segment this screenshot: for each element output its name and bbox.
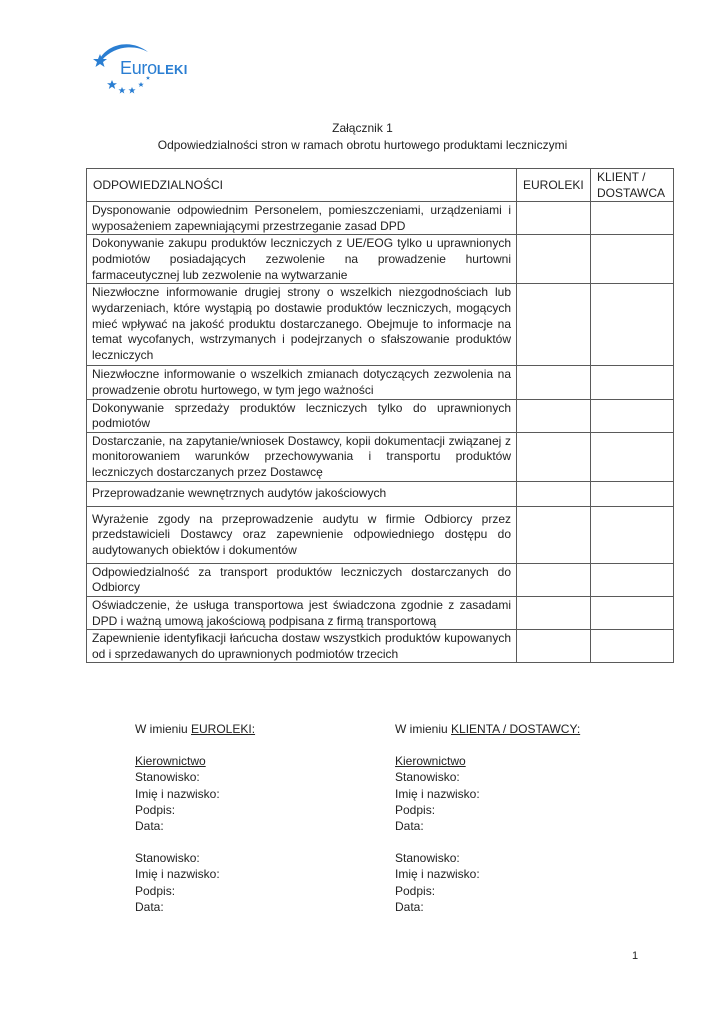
logo-euro: Euro: [120, 58, 157, 78]
euroleki-cell[interactable]: [517, 366, 591, 399]
signature-label: Podpis:: [395, 802, 436, 817]
signature-label: Podpis:: [135, 883, 176, 898]
signature-heading: [395, 721, 580, 737]
table-row: [87, 235, 674, 284]
signature-block-euroleki: [135, 721, 255, 915]
date-label: Data:: [395, 819, 424, 834]
client-supplier-cell[interactable]: [591, 399, 674, 432]
on-behalf-label: W imieniu: [135, 722, 192, 736]
management-label: Kierownictwo: [135, 754, 206, 769]
on-behalf-label: W imieniu: [395, 722, 452, 736]
responsibility-text: Niezwłoczne informowanie drugiej strony o wszelkich niezgodnościach lub wydarzeniach, które wystąpią po dostawie produktów leczniczych, mogących mieć wpływać na jakość produktu dostarczanego. Obejmuje to informacje na temat wycofanych, wstrzymanych i podejrzanych o sfałszowanie produktów leczniczych: [87, 284, 517, 366]
header-euroleki: EUROLEKI: [517, 169, 591, 202]
position-label: Stanowisko:: [135, 851, 200, 866]
position-label: Stanowisko:: [395, 770, 460, 785]
client-supplier-cell[interactable]: [591, 432, 674, 481]
position-label: Stanowisko:: [135, 770, 200, 785]
name-label: Imię i nazwisko:: [395, 786, 480, 801]
responsibility-text: Zapewnienie identyfikacji łańcucha dostaw wszystkich produktów kupowanych od i sprzedawanych do uprawnionych podmiotów trzecich: [87, 630, 517, 663]
signature-heading: [135, 721, 255, 737]
date-label: Data:: [135, 819, 164, 834]
date-label: Data:: [135, 899, 164, 914]
client-supplier-cell[interactable]: [591, 284, 674, 366]
client-supplier-cell[interactable]: [591, 506, 674, 563]
table-row: [87, 366, 674, 399]
position-label: Stanowisko:: [395, 851, 460, 866]
client-supplier-cell[interactable]: [591, 235, 674, 284]
table-row: [87, 432, 674, 481]
table-row: [87, 202, 674, 235]
responsibility-text: Niezwłoczne informowanie o wszelkich zmianach dotyczących zezwolenia na prowadzenie obrotu hurtowego, w tym jego ważności: [87, 366, 517, 399]
euroleki-cell[interactable]: [517, 432, 591, 481]
table-row: [87, 399, 674, 432]
euroleki-cell[interactable]: [517, 596, 591, 629]
table-row: [87, 481, 674, 506]
euroleki-cell[interactable]: [517, 481, 591, 506]
client-supplier-cell[interactable]: [591, 481, 674, 506]
table-row: [87, 630, 674, 663]
management-label: Kierownictwo: [395, 754, 466, 769]
signature-label: Podpis:: [395, 883, 436, 898]
signature-label: Podpis:: [135, 802, 176, 817]
responsibility-text: Dostarczanie, na zapytanie/wniosek Dostawcy, kopii dokumentacji związanej z monitorowaniem warunków przechowywania i transportu produktów leczniczych dostarczanych przez Dostawcę: [87, 432, 517, 481]
euroleki-cell[interactable]: [517, 284, 591, 366]
name-label: Imię i nazwisko:: [135, 867, 220, 882]
client-supplier-cell[interactable]: [591, 596, 674, 629]
client-supplier-cell[interactable]: [591, 630, 674, 663]
table-row: [87, 563, 674, 596]
logo-text: [120, 58, 188, 79]
table-row: [87, 506, 674, 563]
table-row: [87, 596, 674, 629]
party-name: EUROLEKI:: [191, 722, 256, 736]
logo-leki: LEKI: [156, 62, 188, 77]
document-title: Odpowiedzialności stron w ramach obrotu hurtowego produktami leczniczymi: [157, 138, 568, 152]
logo: [92, 40, 202, 102]
page-number: 1: [632, 950, 639, 962]
euroleki-cell[interactable]: [517, 399, 591, 432]
responsibility-text: Dokonywanie zakupu produktów leczniczych z UE/EOG tylko u uprawnionych podmiotów posiadających zezwolenie na prowadzenie hurtowni farmaceutycznej lub zezwolenie na wytwarzanie: [87, 235, 517, 284]
client-supplier-cell[interactable]: [591, 202, 674, 235]
responsibility-text: Oświadczenie, że usługa transportowa jest świadczona zgodnie z zasadami DPD i ważną umową jakościową podpisana z firmą transportową: [87, 596, 517, 629]
annex-heading: Załącznik 1: [332, 121, 393, 135]
euroleki-cell[interactable]: [517, 506, 591, 563]
header-responsibilities: ODPOWIEDZIALNOŚCI: [87, 169, 517, 202]
euroleki-cell[interactable]: [517, 563, 591, 596]
euroleki-cell[interactable]: [517, 630, 591, 663]
table-row: [87, 284, 674, 366]
name-label: Imię i nazwisko:: [395, 867, 480, 882]
responsibility-text: Przeprowadzanie wewnętrznych audytów jakościowych: [87, 481, 517, 506]
signature-block-client-supplier: [395, 721, 580, 915]
party-name: KLIENTA / DOSTAWCY:: [451, 722, 581, 736]
date-label: Data:: [395, 899, 424, 914]
euroleki-cell[interactable]: [517, 235, 591, 284]
name-label: Imię i nazwisko:: [135, 786, 220, 801]
responsibilities-table: [86, 168, 674, 663]
responsibility-text: Odpowiedzialność za transport produktów leczniczych dostarczanych do Odbiorcy: [87, 563, 517, 596]
euroleki-cell[interactable]: [517, 202, 591, 235]
responsibility-text: Wyrażenie zgody na przeprowadzenie audytu w firmie Odbiorcy przez przedstawicieli Dostawcy oraz zapewnienie odpowiedniego dostępu do audytowanych obiektów i dokumentów: [87, 506, 517, 563]
header-client-supplier: KLIENT / DOSTAWCA: [591, 169, 674, 202]
client-supplier-cell[interactable]: [591, 563, 674, 596]
client-supplier-cell[interactable]: [591, 366, 674, 399]
responsibility-text: Dysponowanie odpowiednim Personelem, pomieszczeniami, urządzeniami i wyposażeniem zapewniającymi przestrzeganie zasad DPD: [87, 202, 517, 235]
responsibility-text: Dokonywanie sprzedaży produktów leczniczych tylko do uprawnionych podmiotów: [87, 399, 517, 432]
table-header-row: [87, 169, 674, 202]
